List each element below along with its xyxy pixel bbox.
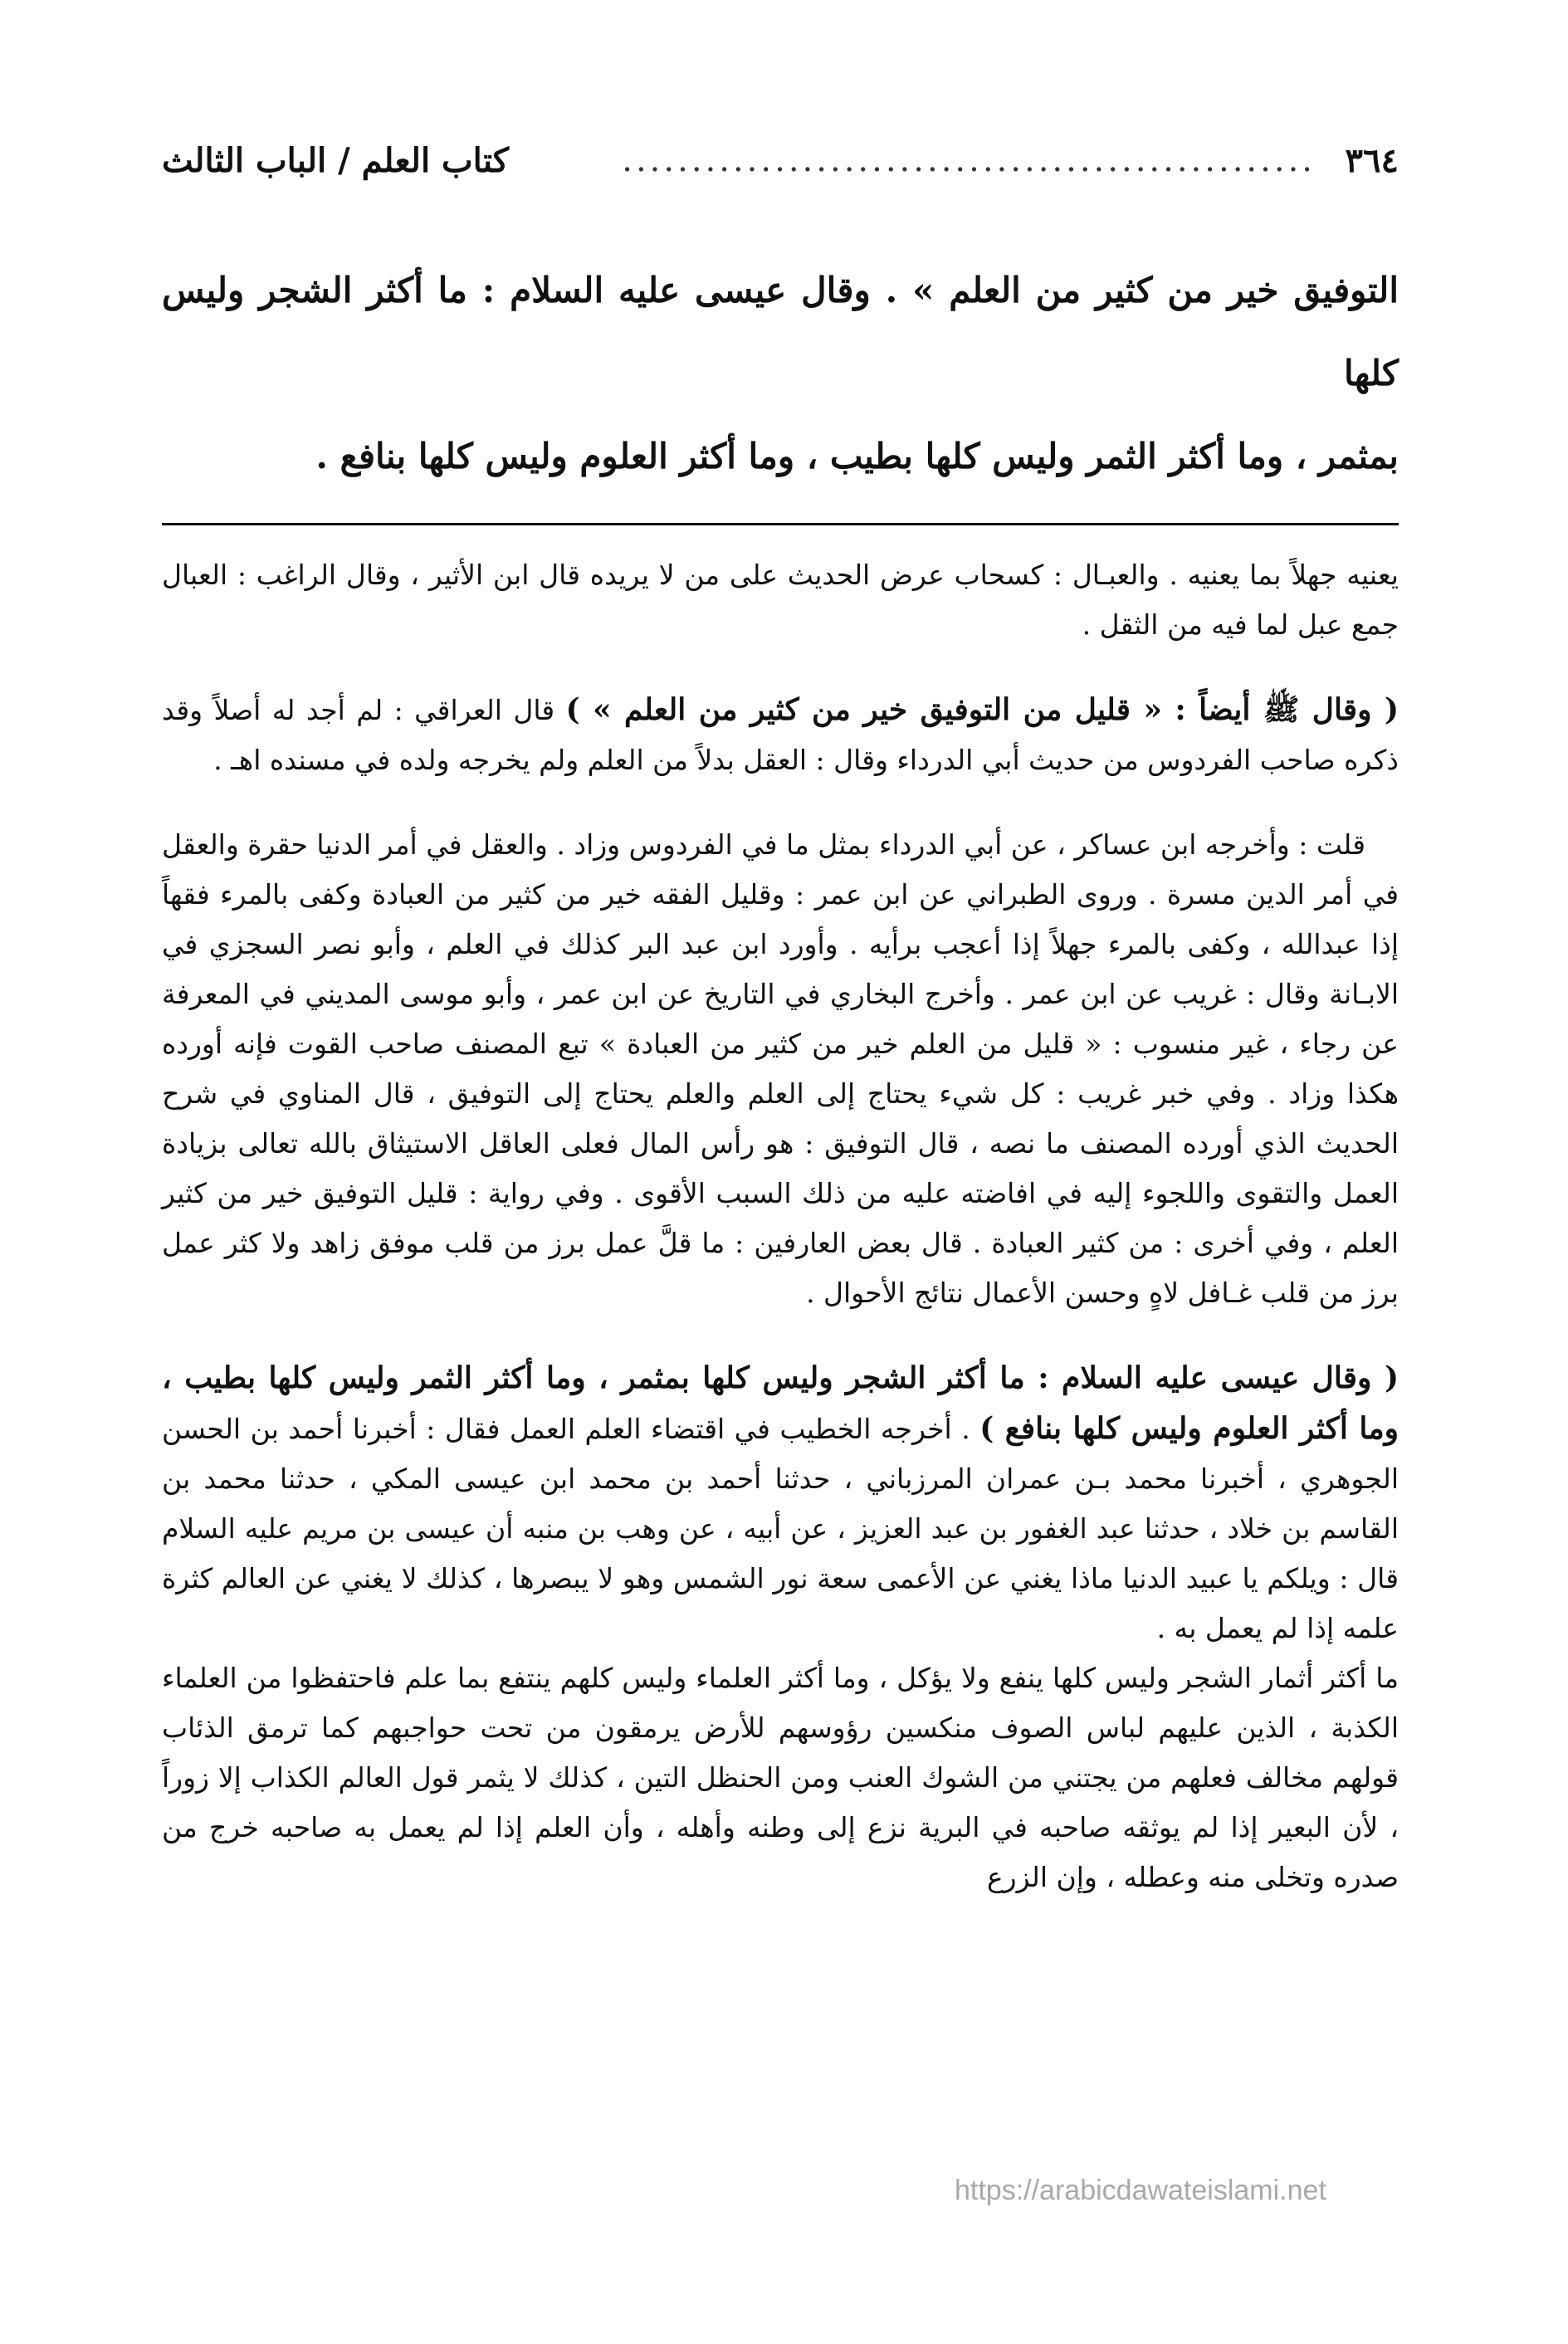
running-header (162, 125, 1399, 191)
watermark-url: https://arabicdawateislami.net (955, 2175, 1326, 2206)
commentary (162, 550, 1399, 1902)
main-text-line: بمثمر ، وما أكثر الثمر وليس كلها بطيب ، وما أكثر العلوم وليس كلها بنافع . (315, 436, 1399, 476)
commentary-paragraph (162, 1353, 1399, 1653)
main-text (162, 249, 1399, 498)
commentary-paragraph (162, 685, 1399, 785)
commentary-paragraph: ما أكثر أثمار الشجر وليس كلها ينفع ولا يؤكل ، وما أكثر العلماء وليس كلهم ينتفع بما علم فاحتفظوا من العلماء الكذبة ، الذين عليهم لباس الصوف منكسين رؤوسهم للأرض يرمقون من تحت حواجبهم كما ترمق الذئاب قولهم مخالف فعلهم من يجتني من الشوك العنب ومن الحنظل التين ، كذلك لا يثمر قول العالم الكذاب إلا زوراً ، لأن البعير إذا لم يوثقه صاحبه في البرية نزع إلى وطنه وأهله ، وأن العلم إذا لم يعمل به صاحبه خرج من صدره وتخلى منه وعطله ، وإن الزرع (162, 1662, 1399, 1893)
quoted-hadith: ( وقال ﷺ أيضاً : « قليل من التوفيق خير من كثير من العلم » ) (565, 692, 1399, 727)
commentary-text: قال العراقي : لم أجد له أصلاً وقد ذكره صاحب الفردوس من حديث أبي الدرداء وقال : العقل بدلاً من العلم ولم يخرجه ولده في مسنده اهـ . (162, 694, 1399, 776)
header-title: كتاب العلم / الباب الثالث (162, 141, 509, 180)
commentary-text: . أخرجه الخطيب في اقتضاء العلم العمل فقال : أخبرنا أحمد بن الحسن الجوهري ، أخبرنا محمد بـن عمران المرزباني ، حدثنا أحمد بن محمد ابن عيسى المكي ، حدثنا محمد بن القاسم بن خلاد ، حدثنا عبد الغفور بن عبد العزيز ، عن أبيه ، عن وهب بن منبه أن عيسى بن مريم عليه السلام قال : ويلكم يا عبيد الدنيا ماذا يغني عن الأعمى سعة نور الشمس وهو لا يبصرها ، كذلك لا يغني عن العالم كثرة علمه إذا لم يعمل به . (162, 1413, 1399, 1644)
divider-rule (162, 523, 1399, 525)
header-leader-dots: .................................................. (622, 141, 1316, 179)
quoted-saying: ( وقال عيسى عليه السلام : ما أكثر الشجر وليس كلها بمثمر ، وما أكثر الثمر وليس كلها بطيب ، وما أكثر العلوم وليس كلها بنافع ) (162, 1360, 1399, 1446)
commentary-paragraph: يعنيه جهلاً بما يعنيه . والعبـال : كسحاب عرض الحديث على من لا يريده قال ابن الأثير ، وقال الراغب : العبال جمع عبل لما فيه من الثقل . (162, 559, 1399, 641)
page-number: ٣٦٤ (1345, 141, 1399, 180)
commentary-paragraph: قلت : وأخرجه ابن عساكر ، عن أبي الدرداء بمثل ما في الفردوس وزاد . والعقل في أمر الدنيا حقرة والعقل في أمر الدين مسرة . وروى الطبراني عن ابن عمر : وقليل الفقه خير من كثير من العبادة وكفى بالمرء فقهاً إذا عبدالله ، وكفى بالمرء جهلاً إذا أعجب برأيه . وأورد ابن عبد البر كذلك في العلم ، وأبو نصر السجزي في الابـانة وقال : غريب عن ابن عمر . وأخرج البخاري في التاريخ عن ابن عمر ، وأبو موسى المديني في المعرفة عن رجاء ، غير منسوب : « قليل من العلم خير من كثير من العبادة » تبع المصنف صاحب القوت فإنه أورده هكذا وزاد . وفي خبر غريب : كل شيء يحتاج إلى العلم والعلم يحتاج إلى التوفيق ، قال المناوي في شرح الحديث الذي أورده المصنف ما نصه ، قال التوفيق : هو رأس المال فعلى العاقل الاستيثاق بالله تعالى بزيادة العمل والتقوى واللجوء إليه في افاضته عليه من ذلك السبب الأقوى . وفي رواية : قليل التوفيق خير من كثير العلم ، وفي أخرى : من كثير العبادة . قال بعض العارفين : ما قلَّ عمل برز من قلب موفق زاهد ولا كثر عمل برز من قلب غـافل لاهٍ وحسن الأعمال نتائج الأحوال . (162, 828, 1399, 1309)
main-text-line: التوفيق خير من كثير من العلم » . وقال عيسى عليه السلام : ما أكثر الشجر وليس كلها (162, 270, 1399, 393)
book-page (162, 125, 1399, 1902)
